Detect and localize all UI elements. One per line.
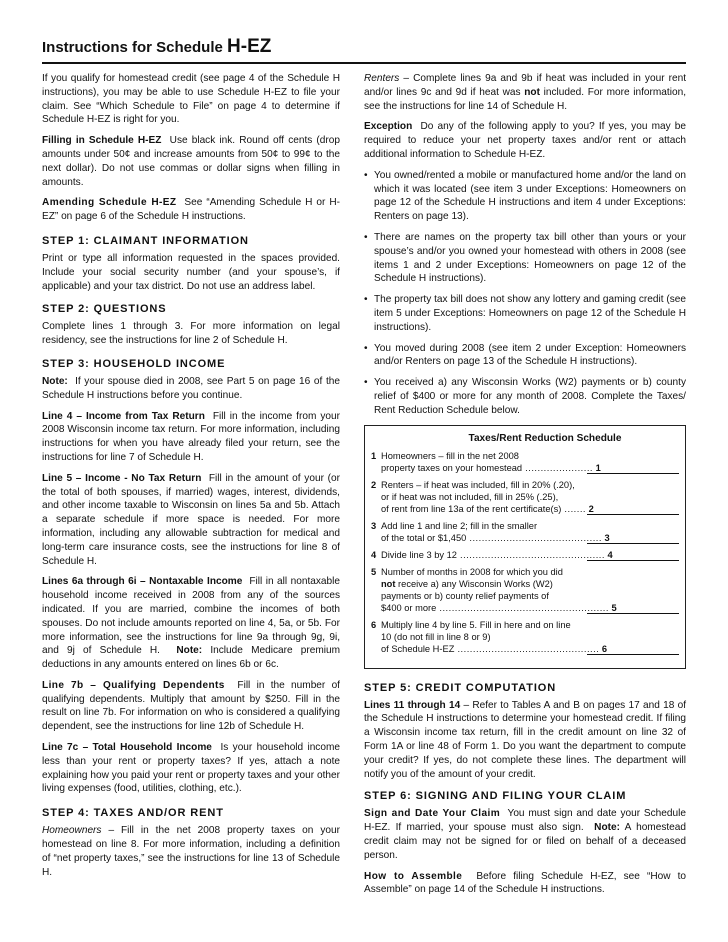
exception-list xyxy=(364,169,686,418)
line7b-paragraph: Line 7b – Qualifying Dependents Fill in the number of qualifying dependents. Multiply that amount by $250. Fill in the result on line 7b. For information on who is considered a qualifying dependent, see the instructions for line 12b of Schedule H. xyxy=(42,679,340,733)
renters-paragraph: Renters – Complete lines 9a and 9b if heat was included in your rent and/or lines 9c and 9d if heat was not included. For more information, see the instructions for line 14 of Schedule H. xyxy=(364,73,687,112)
schedule-line-6-field[interactable] xyxy=(587,643,679,655)
schedule-line-4-field[interactable] xyxy=(587,549,679,561)
step1-heading: STEP 1: CLAIMANT INFORMATION xyxy=(42,234,249,247)
step1-text: Print or type all information requested in the spaces provided. Include your social security number (and your spouse’s, if applicable) and your tax district. Do not use an address label. xyxy=(42,252,340,292)
step2-text: Complete lines 1 through 3. For more information on legal residency, see the instructions for line 2 of Schedule H. xyxy=(42,321,340,347)
sign-paragraph: Sign and Date Your Claim You must sign and date your Schedule H-EZ. If married, your spouse must also sign. Note: A homestead credit claim may not be signed for or filed on behalf of a deceased person. xyxy=(364,808,687,861)
title-rule xyxy=(42,62,686,64)
schedule-line-5-field[interactable] xyxy=(587,602,679,614)
schedule-line-2-field[interactable] xyxy=(587,503,679,515)
exception-item: • You received a) any Wisconsin Works (W2) payments or b) county relief of $400 or more for any month of 2008. Complete the Taxes/ Rent Reduction Schedule below. xyxy=(364,376,686,417)
step5-paragraph: Lines 11 through 14 – Refer to Tables A and B on pages 17 and 18 of the Schedule H instructions to determine your homestead credit. If filing a Wisconsin income tax return, fill in the credit amount on line 32 of Form 1A or line 48 of Form 1. Do you want the department to compute your credit? If yes, do not complete these lines. The department will notify you of the amount of your credit. xyxy=(364,699,687,780)
line6-paragraph: Lines 6a through 6i – Nontaxable Income Fill in all nontaxable household income received in 2008 from any of the sources indicated. If you are married, combine the incomes of both spouses. Do not include amounts reported on line 4, 5a, or 5b. For more information, see the instructions for line 9a through 9g, 9i, and 9j of Schedule H. Note: Include Medicare premium deductions in any amounts entered on lines 6b or 6c. xyxy=(42,576,341,671)
exception-item: • There are names on the property tax bill other than yours or your spouse’s and/or you owned your homestead with others in 2008 (see items 1 and 2 under Exceptions: Homeowners on page 12 of the Schedule H instructions). xyxy=(364,231,686,286)
step4-heading: STEP 4: TAXES AND/OR RENT xyxy=(42,807,224,820)
step3-heading: STEP 3: HOUSEHOLD INCOME xyxy=(42,357,226,370)
exception-item: • You moved during 2008 (see item 2 under Exception: Homeowners and/or Renters on page 13 of the Schedule H instructions). xyxy=(364,342,686,370)
schedule-line-3-field[interactable] xyxy=(587,532,679,544)
schedule-line-4: 4 Divide line 3 by 12 ............................................... 4 xyxy=(371,549,679,561)
schedule-line-3: 3 Add line 1 and line 2; fill in the smaller of the total or $1,450 ........................................... 3 xyxy=(371,520,679,544)
filling-paragraph: Filling in Schedule H-EZ Use black ink. Round off cents (drop amounts under 50¢ and increase amounts from 50¢ to 99¢ to the next dollar). Do not use commas or dollar signs when filling in amounts. xyxy=(42,135,340,188)
homeowners-paragraph: Homeowners – Fill in the net 2008 property taxes on your homestead on line 8. For more information, including a definition of “net property taxes,” see the instructions for line 13 of Schedule H. xyxy=(42,825,340,878)
intro-paragraph: If you qualify for homestead credit (see page 4 of the Schedule H instructions), you may be able to use Schedule H-EZ to file your claim. See “Which Schedule to File” on page 4 to determine if Schedule H-EZ is right for you. xyxy=(42,73,340,126)
left-column xyxy=(42,72,340,879)
schedule-line-2: 2 Renters – if heat was included, fill in 20% (.20), or if heat was not included, fill in 25% (.25), of rent from line 13a of the rent certificate(s) ....... 2 xyxy=(371,479,679,515)
schedule-line-1: 1 Homeowners – fill in the net 2008 property taxes on your homestead ...................... 1 xyxy=(371,450,679,474)
page-title: Instructions for Schedule H-EZ xyxy=(42,36,272,57)
exception-item: • The property tax bill does not show any lottery and gaming credit (see item 5 under Exceptions: Homeowners on page 12 of the Schedule H instructions). xyxy=(364,293,686,334)
reduction-schedule-box xyxy=(364,425,686,669)
schedule-line-6: 6 Multiply line 4 by line 5. Fill in here and on line 10 (do not fill in line 8 or 9) of Schedule H-EZ .............................................. 6 xyxy=(371,619,679,655)
reduction-schedule-title: Taxes/Rent Reduction Schedule xyxy=(468,432,622,444)
step2-heading: STEP 2: QUESTIONS xyxy=(42,303,167,316)
exception-item: • You owned/rented a mobile or manufactured home and/or the land on which it was located (see item 3 under Exceptions: Homeowners on page 12 of the Schedule H instructions and item 4 under Exceptions: Renters on page 13). xyxy=(364,169,686,224)
line4-paragraph: Line 4 – Income from Tax Return Fill in the income from your 2008 Wisconsin income tax return. For more information, including instructions for when you have already filed your return, see the instructions for line 7 of Schedule H. xyxy=(42,410,341,463)
line7c-paragraph: Line 7c – Total Household Income Is your household income less than your rent or property taxes? If yes, attach a note explaining how you paid your rent or property taxes and your other living expenses (food, utilities, clothing, etc.). xyxy=(42,742,340,795)
line5-paragraph: Line 5 – Income - No Tax Return Fill in the amount of your (or the total of both spouses, if married) wages, interest, dividends, and other income taxable to Wisconsin on lines 5a and 5b. Attach a separate schedule if more space is needed. For more information, including any allowable subtraction for medical and long-term care insurance costs, see the instructions for line 8 of Schedule H. xyxy=(42,472,341,567)
step5-heading: STEP 5: CREDIT COMPUTATION xyxy=(364,681,557,694)
schedule-line-1-field[interactable] xyxy=(587,462,679,474)
exception-paragraph: Exception Do any of the following apply to you? If yes, you may be required to reduce your net property taxes and/or rent or attach additional information to Schedule H-EZ. xyxy=(364,121,686,160)
schedule-line-5: 5 Number of months in 2008 for which you did not receive a) any Wisconsin Works (W2) payments or b) county relief payments of $400 or more ....................................................... 5 xyxy=(371,566,679,614)
assemble-paragraph: How to Assemble Before filing Schedule H-EZ, see “How to Assemble” on page 14 of the Schedule H instructions. xyxy=(364,870,687,896)
step3-note: Note: If your spouse died in 2008, see Part 5 on page 16 of the Schedule H instructions before you continue. xyxy=(42,375,340,401)
amending-paragraph: Amending Schedule H-EZ See “Amending Schedule H or H-EZ” on page 6 of the Schedule H instructions. xyxy=(42,197,340,223)
step6-heading: STEP 6: SIGNING AND FILING YOUR CLAIM xyxy=(364,790,627,803)
right-column xyxy=(364,72,686,897)
